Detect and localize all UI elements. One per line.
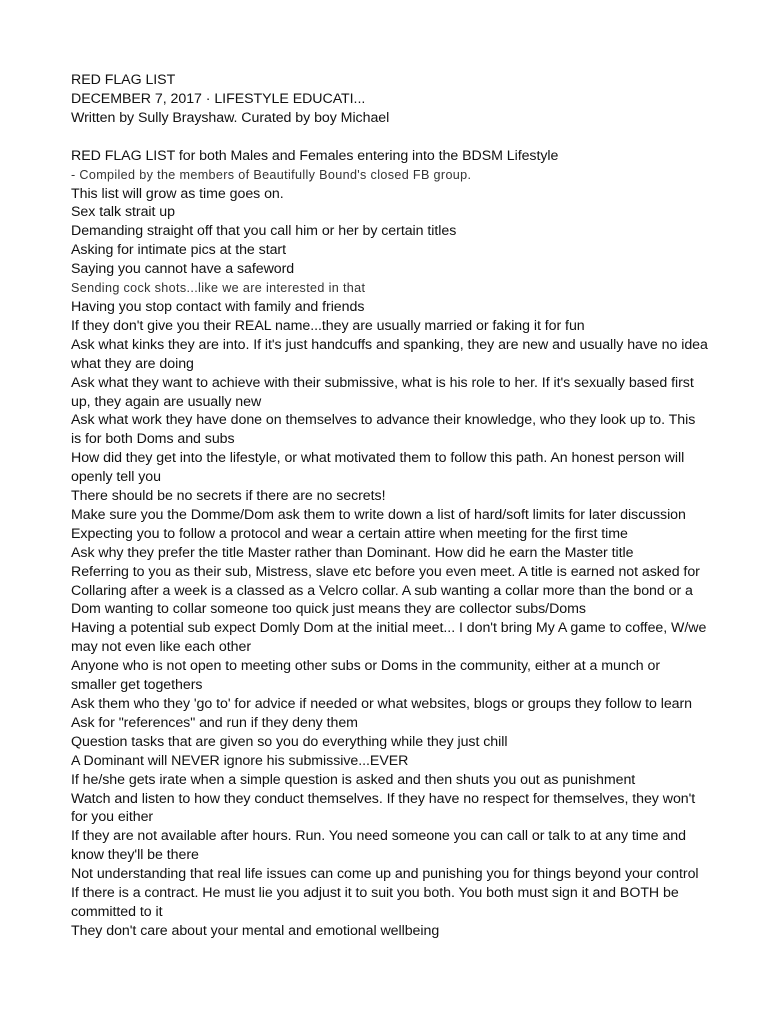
list-item — [71, 411, 703, 449]
list-item-line: Having a potential sub expect Domly Dom at the initial meet... I don't bring My A game to coffee, W/we — [71, 620, 707, 637]
list-item-line: Demanding straight off that you call him or her by certain titles — [71, 223, 457, 240]
list-item — [71, 449, 703, 487]
list-item-line: may not even like each other — [71, 639, 251, 656]
list-item-line: Ask what work they have done on themselves to advance their knowledge, who they look up to. This — [71, 412, 696, 429]
list-item-line: Expecting you to follow a protocol and wear a certain attire when meeting for the first time — [71, 525, 628, 542]
list-item — [71, 790, 703, 828]
list-item-line: Ask them who they 'go to' for advice if needed or what websites, blogs or groups they follow to learn — [71, 696, 693, 712]
list-item — [71, 563, 703, 582]
list-item — [71, 222, 703, 241]
list-item-line: Saying you cannot have a safeword — [71, 261, 295, 278]
list-item — [71, 619, 707, 657]
list-item — [71, 733, 703, 752]
list-item — [71, 771, 703, 790]
list-item — [71, 582, 703, 620]
list-item-line: Anyone who is not open to meeting other subs or Doms in the community, either at a munch or — [71, 658, 661, 675]
list-item-line: Collaring after a week is a classed as a Velcro collar. A sub wanting a collar more than the bond or a — [71, 582, 693, 599]
intro-heading: RED FLAG LIST for both Males and Females entering into the BDSM Lifestyle — [71, 147, 559, 164]
list-item — [71, 260, 703, 279]
list-item — [71, 922, 703, 941]
red-flag-list — [71, 203, 708, 940]
list-item — [71, 203, 703, 222]
list-item-line: How did they get into the lifestyle, or what motivated them to follow this path. An honest person will — [71, 450, 685, 467]
spacer — [71, 128, 703, 147]
list-item-line: committed to it — [71, 903, 163, 920]
list-item-line: There should be no secrets if there are no secrets! — [71, 488, 386, 505]
list-item-line: Having you stop contact with family and friends — [71, 298, 365, 315]
document-body — [71, 71, 708, 941]
date-category-line: DECEMBER 7, 2017 · LIFESTYLE EDUCATI... — [71, 90, 366, 107]
list-item — [71, 298, 703, 317]
list-item — [71, 317, 703, 336]
list-item-line: If he/she gets irate when a simple question is asked and then shuts you out as punishment — [71, 771, 636, 788]
list-item — [71, 657, 703, 695]
list-item — [71, 827, 703, 865]
list-item-line: openly tell you — [71, 469, 161, 486]
list-item-line: Asking for intimate pics at the start — [71, 242, 286, 259]
list-item-line: Not understanding that real life issues can come up and punishing you for things beyond your control — [71, 866, 699, 883]
list-item-line: If they are not available after hours. Run. You need someone you can call or talk to at any time and — [71, 828, 686, 845]
list-item-line: Watch and listen to how they conduct themselves. If they have no respect for themselves, they won't — [71, 790, 696, 807]
list-item-line: Referring to you as their sub, Mistress, slave etc before you even meet. A title is earned not asked for — [71, 563, 700, 580]
list-item-line: Ask why they prefer the title Master rather than Dominant. How did he earn the Master title — [71, 544, 634, 561]
list-item — [71, 752, 703, 771]
list-item-line: what they are doing — [71, 355, 194, 372]
list-item-line: up, they again are usually new — [71, 393, 262, 410]
growth-note: This list will grow as time goes on. — [71, 185, 284, 202]
list-item — [71, 241, 703, 260]
list-item-line: for you either — [71, 809, 154, 826]
list-item-line: is for both Doms and subs — [71, 431, 235, 448]
list-item — [71, 336, 708, 374]
list-item — [71, 695, 703, 714]
list-item-line: Question tasks that are given so you do everything while they just chill — [71, 733, 508, 750]
list-item — [71, 279, 703, 298]
list-item — [71, 865, 703, 884]
list-item-line: If they don't give you their REAL name...they are usually married or faking it for fun — [71, 317, 585, 334]
list-item-line: Dom wanting to collar someone too quick just means they are collector subs/Doms — [71, 601, 586, 618]
list-item-line: Sending cock shots...like we are interested in that — [71, 281, 366, 296]
list-item-line: Ask what they want to achieve with their submissive, what is his role to her. If it's sexually based first — [71, 374, 694, 391]
document-title: RED FLAG LIST — [71, 72, 176, 88]
list-item-line: Sex talk strait up — [71, 204, 175, 221]
list-item-line: Ask what kinks they are into. If it's just handcuffs and spanking, they are new and usually have no idea — [71, 336, 708, 353]
list-item-line: If there is a contract. He must lie you adjust it to suit you both. You both must sign it and BOTH be — [71, 885, 679, 902]
byline: Written by Sully Brayshaw. Curated by boy Michael — [71, 109, 390, 126]
list-item-line: know they'll be there — [71, 847, 199, 864]
list-item-line: smaller get togethers — [71, 677, 203, 694]
list-item — [71, 374, 703, 412]
list-item — [71, 714, 703, 733]
list-item — [71, 506, 703, 525]
list-item — [71, 884, 703, 922]
list-item-line: They don't care about your mental and emotional wellbeing — [71, 922, 440, 939]
list-item-line: Ask for "references" and run if they deny them — [71, 714, 358, 731]
compiled-note: - Compiled by the members of Beautifully Bound's closed FB group. — [71, 167, 472, 182]
list-item — [71, 525, 703, 544]
list-item-line: Make sure you the Domme/Dom ask them to write down a list of hard/soft limits for later discussion — [71, 506, 686, 523]
list-item — [71, 487, 703, 506]
list-item-line: A Dominant will NEVER ignore his submissive...EVER — [71, 752, 409, 769]
list-item — [71, 544, 703, 563]
